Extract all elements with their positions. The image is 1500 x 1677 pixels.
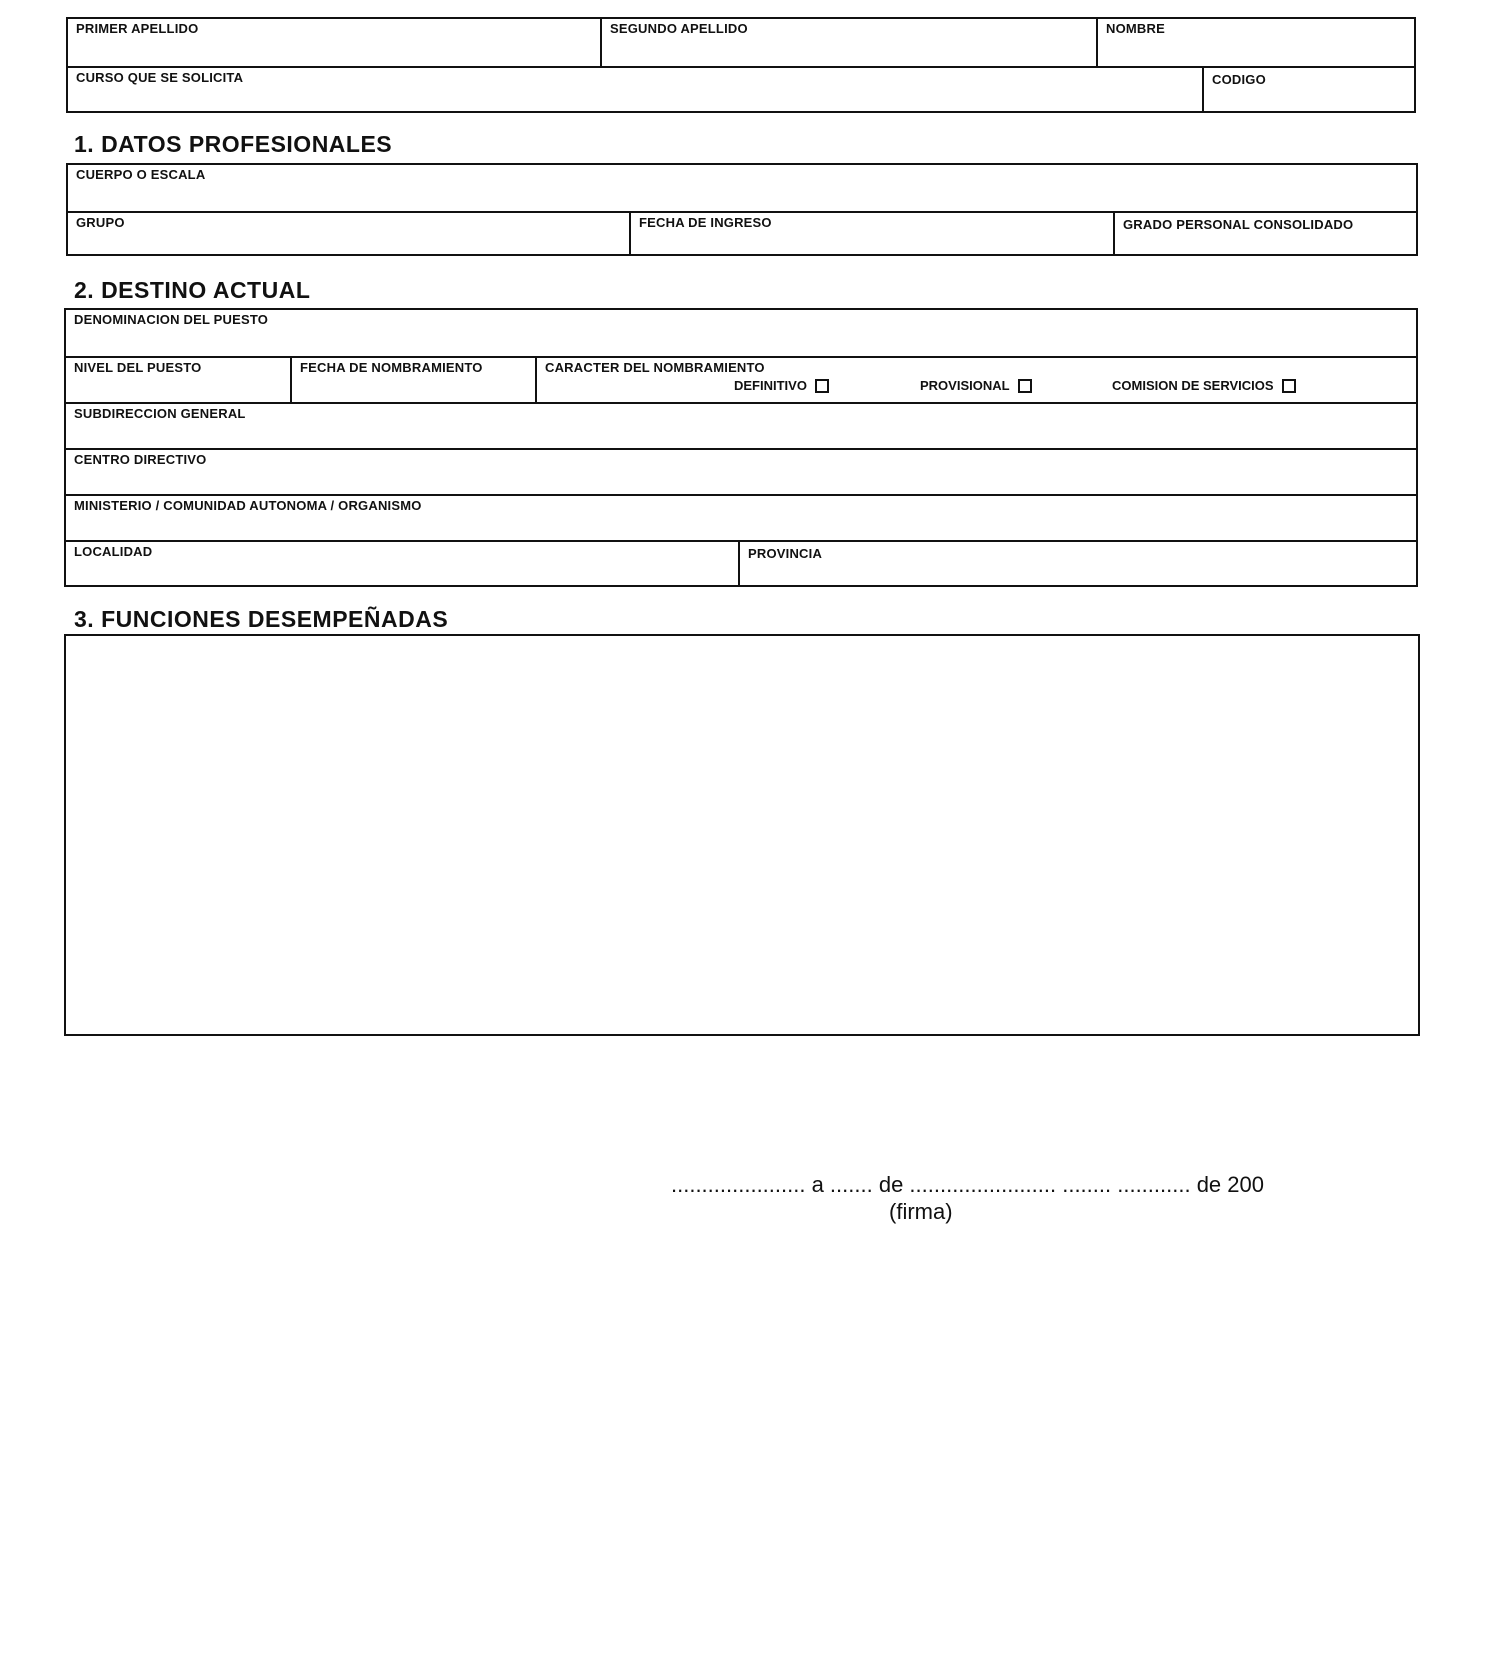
provisional-option[interactable] xyxy=(920,378,1032,393)
segundo-apellido-label: SEGUNDO APELLIDO xyxy=(610,21,748,36)
ministerio-row xyxy=(66,494,1416,540)
name-row xyxy=(68,19,1414,66)
grado-personal-label: GRADO PERSONAL CONSOLIDADO xyxy=(1123,217,1354,232)
ministerio-label: MINISTERIO / COMUNIDAD AUTONOMA / ORGANISMO xyxy=(74,498,422,513)
curso-label: CURSO QUE SE SOLICITA xyxy=(76,70,244,85)
subdireccion-row xyxy=(66,402,1416,448)
firma-label: (firma) xyxy=(889,1199,953,1224)
comision-checkbox[interactable] xyxy=(1282,379,1296,393)
provincia-label: PROVINCIA xyxy=(748,546,823,561)
codigo-field[interactable] xyxy=(1202,68,1414,111)
segundo-apellido-field[interactable] xyxy=(600,19,1096,66)
caracter-label: CARACTER DEL NOMBRAMIENTO xyxy=(545,360,765,375)
definitivo-checkbox[interactable] xyxy=(815,379,829,393)
section1-title: 1. DATOS PROFESIONALES xyxy=(74,131,393,157)
grupo-field[interactable] xyxy=(68,213,629,254)
centro-label: CENTRO DIRECTIVO xyxy=(74,452,207,467)
cuerpo-escala-field[interactable] xyxy=(68,165,1416,211)
provisional-label: PROVISIONAL xyxy=(920,378,1010,393)
caracter-field xyxy=(535,358,1416,402)
cuerpo-row xyxy=(68,165,1416,211)
grupo-label: GRUPO xyxy=(76,215,125,230)
definitivo-label: DEFINITIVO xyxy=(734,378,807,393)
datos-profesionales-table xyxy=(66,163,1418,256)
subdireccion-field[interactable] xyxy=(66,404,1416,448)
fecha-nombramiento-field[interactable] xyxy=(290,358,535,402)
provisional-checkbox[interactable] xyxy=(1018,379,1032,393)
fecha-nombramiento-label: FECHA DE NOMBRAMIENTO xyxy=(300,360,483,375)
nivel-field[interactable] xyxy=(66,358,290,402)
nivel-row xyxy=(66,356,1416,402)
centro-field[interactable] xyxy=(66,450,1416,494)
codigo-label: CODIGO xyxy=(1212,72,1266,87)
nombre-field[interactable] xyxy=(1096,19,1414,66)
localidad-field[interactable] xyxy=(66,542,738,585)
localidad-label: LOCALIDAD xyxy=(74,544,153,559)
primer-apellido-label: PRIMER APELLIDO xyxy=(76,21,199,36)
nombre-label: NOMBRE xyxy=(1106,21,1165,36)
definitivo-option[interactable] xyxy=(734,378,829,393)
section2-title: 2. DESTINO ACTUAL xyxy=(74,277,311,303)
fecha-ingreso-label: FECHA DE INGRESO xyxy=(639,215,772,230)
localidad-row xyxy=(66,540,1416,585)
subdireccion-label: SUBDIRECCION GENERAL xyxy=(74,406,246,421)
curso-row xyxy=(68,66,1414,111)
comision-option[interactable] xyxy=(1112,378,1296,393)
date-line: ...................... a ....... de ........................ ........ ............ de 200 xyxy=(671,1172,1264,1197)
denominacion-label: DENOMINACION DEL PUESTO xyxy=(74,312,269,327)
section3-title: 3. FUNCIONES DESEMPEÑADAS xyxy=(74,606,449,632)
fecha-ingreso-field[interactable] xyxy=(629,213,1113,254)
denominacion-field[interactable] xyxy=(66,310,1416,356)
comision-label: COMISION DE SERVICIOS xyxy=(1112,378,1274,393)
destino-actual-table xyxy=(64,308,1418,587)
funciones-textarea[interactable] xyxy=(64,634,1420,1036)
grupo-row xyxy=(68,211,1416,254)
centro-row xyxy=(66,448,1416,494)
grado-personal-field[interactable] xyxy=(1113,213,1416,254)
curso-field[interactable] xyxy=(68,68,1202,111)
provincia-field[interactable] xyxy=(738,542,1416,585)
primer-apellido-field[interactable] xyxy=(68,19,600,66)
ministerio-field[interactable] xyxy=(66,496,1416,540)
header-table xyxy=(66,17,1416,113)
cuerpo-escala-label: CUERPO O ESCALA xyxy=(76,167,206,182)
denominacion-row xyxy=(66,310,1416,356)
nivel-label: NIVEL DEL PUESTO xyxy=(74,360,202,375)
